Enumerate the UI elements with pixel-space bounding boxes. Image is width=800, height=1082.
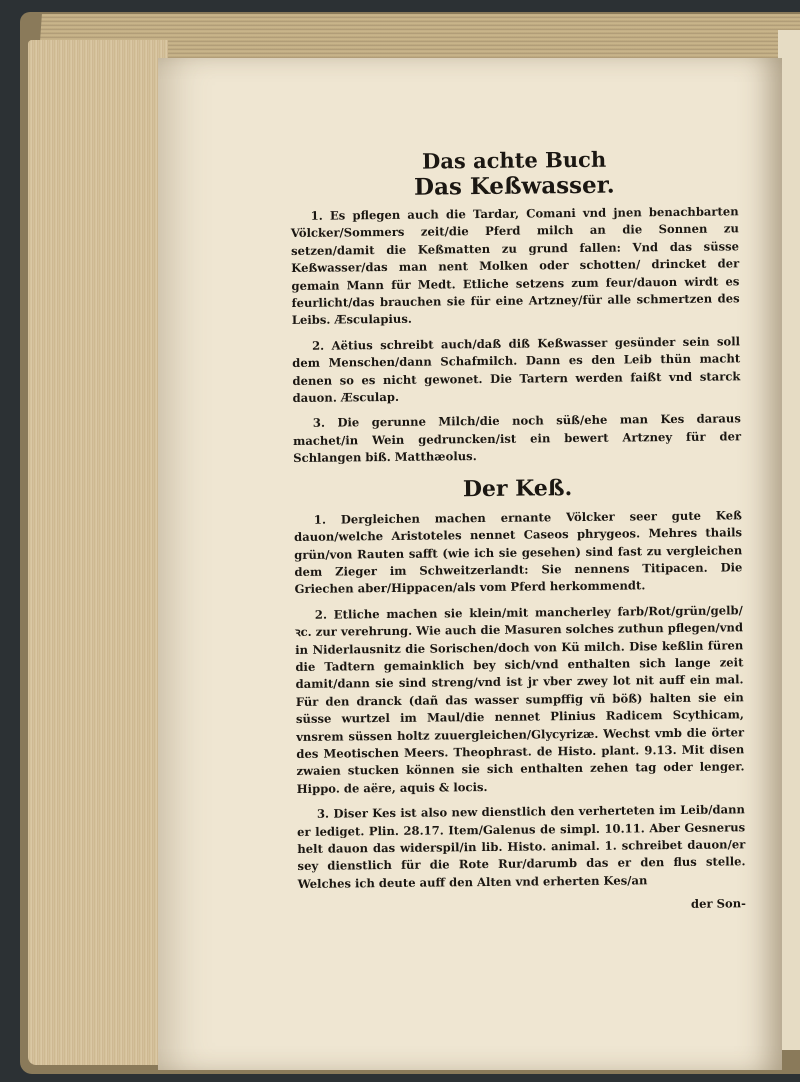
section-title: Der Keß. xyxy=(462,474,573,502)
paragraph: 2. Aëtius schreibt auch/daß diß Keßwasser gesünder sein soll dem Menschen/dann Schafmilch. Dann es den Leib thün macht denen so es nicht gewonet. Die Tartern werden faißt vnd starck dauon. Æsculap. xyxy=(292,334,741,406)
paragraph: 1. Es pflegen auch die Tardar, Comani vnd jnen benachbarten Völcker/Sommers zeit/die Pferd milch an die Sonnen zu setzen/damit die Keßmatten zu grund fallen: Vnd das süsse Keßwasser/das man nent Molken oder schotten/ drincket der gemain Mann für Medt. Etliche setzens zum feur/dauon wirdt es feurlicht/das brauchen sie für eine Artzney/für alle schmertzen des Leibs. Æsculapius. xyxy=(290,204,740,328)
chapter-title: Das Keßwasser. xyxy=(413,171,615,201)
page-text-block xyxy=(290,145,746,915)
book-title: Das achte Buch xyxy=(421,146,607,174)
paragraph: 3. Diser Kes ist also new dienstlich den verherteten im Leib/dann er lediget. Plin. 28.17. Item/Galenus de simpl. 10.11. Aber Gesnerus helt dauon das widerspil/in lib. Histo. animal. 1. schreibet dauon/er sey dienstlich für die Rote Rur/darumb das er den flus stelle. Welches ich deute auff den Alten vnd erherten Kes/an xyxy=(297,802,746,891)
page-edges xyxy=(28,40,168,1065)
paragraph: 3. Die gerunne Milch/die noch süß/ehe man Kes daraus machet/in Wein gedruncken/ist ein bewert Artzney für der Schlangen biß. Matthæolus. xyxy=(292,411,742,466)
paragraph: 1. Dergleichen machen ernante Völcker seer gute Keß dauon/welche Aristoteles nennet Caseos phrygeos. Mehres thails grün/von Rauten safft (wie ich sie gesehen) sind fast zu vergleichen dem Zieger im Schweitzerlandt: Sie nennens Titipacen. Die Griechen aber/Hippacen/als vom Pferd herkommendt. xyxy=(293,507,743,597)
paragraph: 2. Etliche machen sie klein/mit mancherley farb/Rot/grün/gelb/ꝛc. zur verehrung. Wie auch die Masuren solches zuthun pflegen/vnd in Niderlausnitz die Sorischen/doch von Kü milch. Dise keßlin füren die Tadtern gemainklich bey sich/vnd enthalten sich lange zeit damit/dann sie sind streng/vnd ist jr vber zwey lot nit auff ein mal. Für den dranck (dañ das wasser sumpffig vñ böß) halten sie ein süsse wurtzel im Maul/die nennet Plinius Radicem Scythicam, vnsrem süssen holtz zuuergleichen/Glycyrizæ. Wechst vmb die örter des Meotischen Meers. Theophrast. de Histo. plant. 9.13. Mit disen zwaien stucken können sie sich enthalten zehen tag oder lenger. Hippo. de aëre, aquis & locis. xyxy=(294,603,745,796)
catchword: der Son- xyxy=(690,896,746,912)
